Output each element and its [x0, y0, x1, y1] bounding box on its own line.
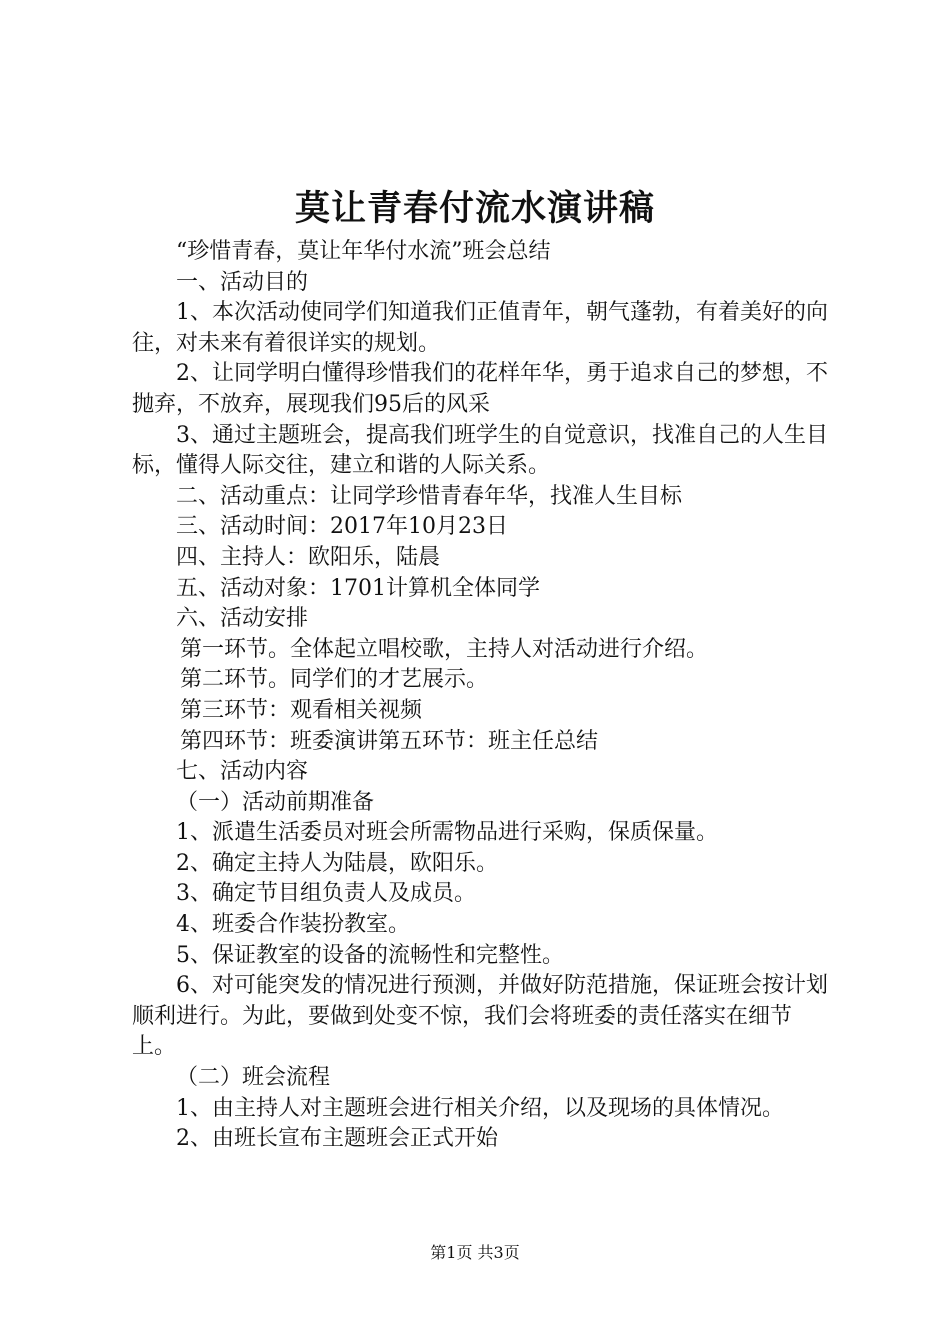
list-item: 4、班委合作装扮教室。 [176, 912, 410, 938]
paragraph: 2、让同学明白懂得珍惜我们的花样年华，勇于追求自己的梦想，不抛弃，不放弃，展现我们95后的风采 [132, 361, 828, 417]
section-heading: 四、主持人：欧阳乐，陆晨 [176, 544, 441, 570]
list-item: 第四环节：班委演讲第五环节：班主任总结 [180, 728, 599, 754]
list-item: 第二环节。同学们的才艺展示。 [180, 667, 489, 693]
section-heading: 一、活动目的 [176, 269, 309, 295]
list-item: 2、由班长宣布主题班会正式开始 [176, 1126, 498, 1152]
list-item: 第三环节：观看相关视频 [180, 697, 423, 723]
section-heading: 二、活动重点：让同学珍惜青春年华，找准人生目标 [176, 483, 683, 509]
paragraph: 3、通过主题班会，提高我们班学生的自觉意识，找准自己的人生目标，懂得人际交往，建立和谐的人际关系。 [132, 422, 828, 479]
subsection-heading: （一）活动前期准备 [176, 789, 375, 815]
page-title: 莫让青春付流水演讲稿 [294, 188, 655, 229]
page-footer: 第1页 共3页 [430, 1243, 520, 1262]
list-item: 1、由主持人对主题班会进行相关介绍，以及现场的具体情况。 [176, 1095, 784, 1121]
list-item: 5、保证教室的设备的流畅性和完整性。 [176, 942, 564, 968]
list-item: 3、确定节目组负责人及成员。 [176, 881, 476, 907]
list-item: 1、派遣生活委员对班会所需物品进行采购，保质保量。 [176, 820, 718, 846]
section-heading: 七、活动内容 [176, 759, 309, 785]
section-heading: 五、活动对象：1701计算机全体同学 [176, 575, 540, 601]
list-item: 6、对可能突发的情况进行预测，并做好防范措施，保证班会按计划顺利进行。为此，要做到处变不惊，我们会将班委的责任落实在细节上。 [132, 973, 828, 1060]
list-item: 2、确定主持人为陆晨，欧阳乐。 [176, 850, 498, 876]
subsection-heading: （二）班会流程 [176, 1065, 331, 1091]
section-heading: 六、活动安排 [176, 606, 309, 632]
paragraph: “珍惜青春，莫让年华付水流”班会总结 [176, 239, 551, 264]
list-item: 第一环节。全体起立唱校歌，主持人对活动进行介绍。 [180, 636, 709, 662]
section-heading: 三、活动时间：2017年10月23日 [176, 514, 508, 540]
paragraph: 1、本次活动使同学们知道我们正值青年，朝气蓬勃，有着美好的向往，对未来有着很详实的规划。 [132, 300, 828, 356]
document-body [132, 237, 832, 1155]
